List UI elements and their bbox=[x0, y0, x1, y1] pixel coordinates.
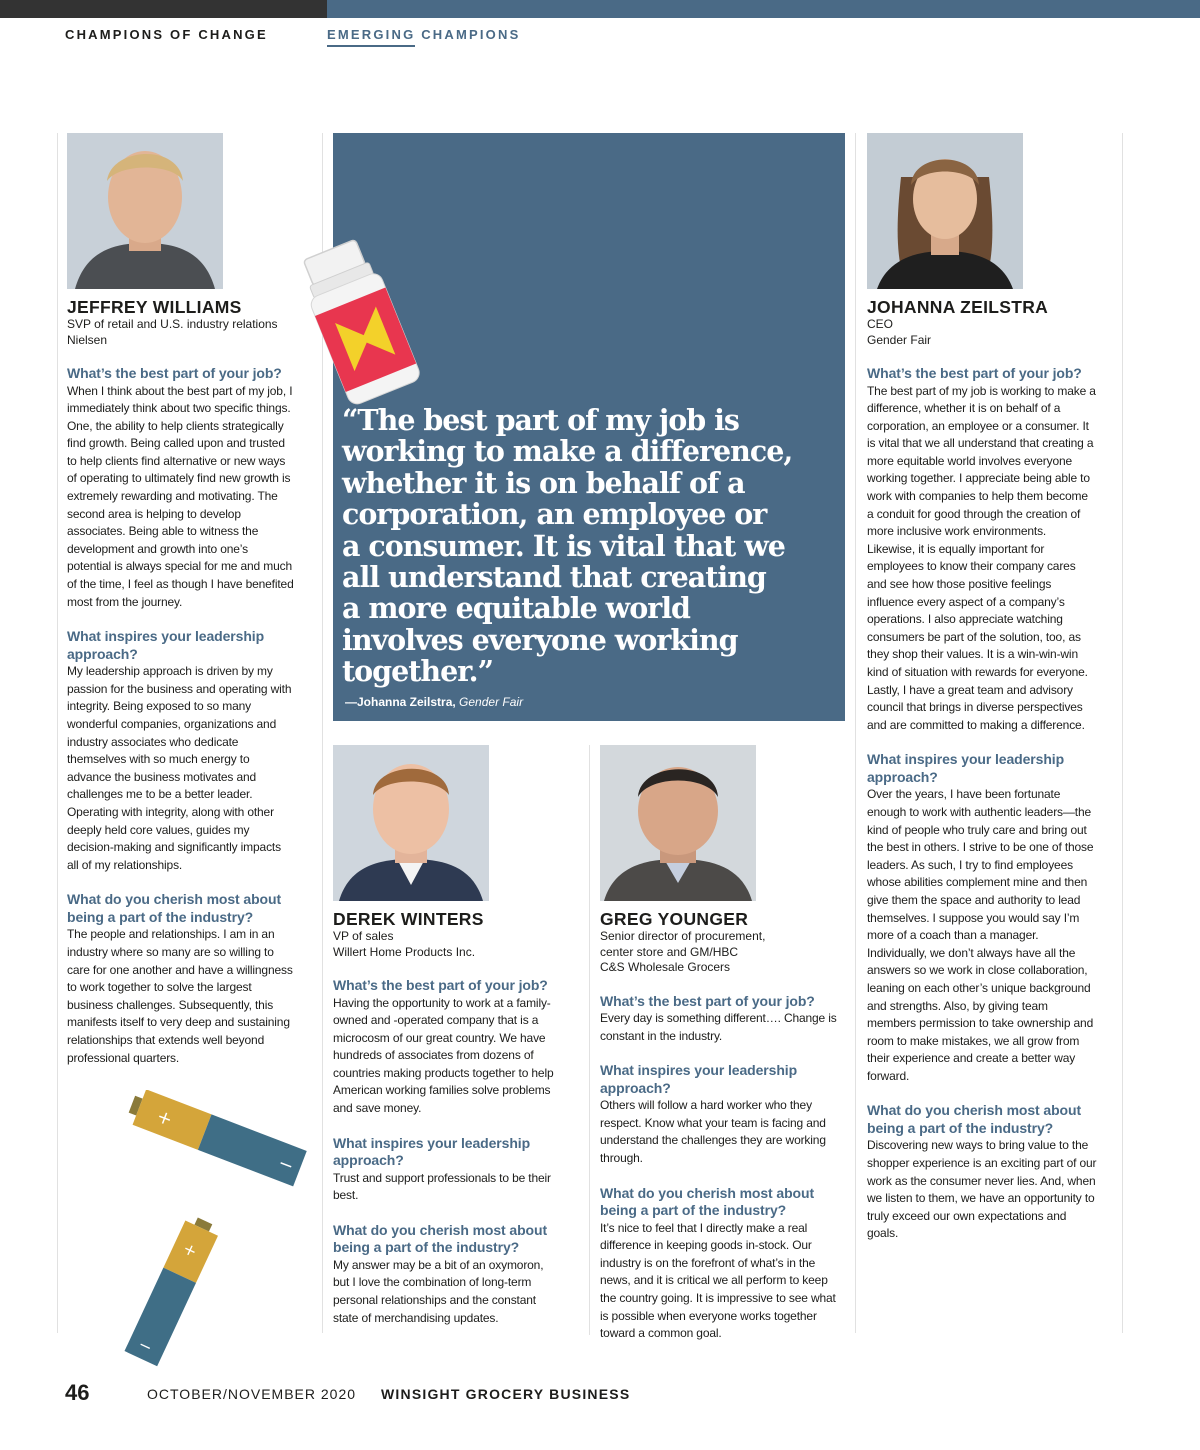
profile-johanna-zeilstra bbox=[867, 133, 1097, 1243]
profile-jeffrey-williams bbox=[67, 133, 295, 1067]
answer-text: When I think about the best part of my job, I immediately think about two specific things. One, the ability to help clients strategically find growth. Being called upon and trusted to help clients find alternative or new ways of operating to ultimately find new growth is extremely rewarding and motivating. The second area is helping to develop associates. Being able to witness the development and growth into one’s potential is always special for me and much of the time, I feel as though I have benefited most from the journey. bbox=[67, 383, 294, 609]
question-heading: What’s the best part of your job? bbox=[867, 365, 1082, 381]
column-rule bbox=[57, 133, 58, 1333]
svg-text:−: − bbox=[275, 1152, 297, 1178]
profile-name: JEFFREY WILLIAMS bbox=[67, 297, 242, 317]
question-heading: What’s the best part of your job? bbox=[333, 977, 548, 993]
profile-greg-younger bbox=[600, 745, 845, 1343]
answer-text: Having the opportunity to work at a family-owned and -operated company that is a microcosm of our great country. We have hundreds of associates from dozens of countries making products together to help American working families solve problems and save money. bbox=[333, 995, 554, 1116]
answer-text: My leadership approach is driven by my passion for the business and operating with integrity. Being exposed to so many wonderful companies, organizations and industry associates who dedicate themselves with so much energy to advance the business motivates and challenges me to be a better leader. Operating with integrity, along with other deeply held core values, guides my decision-making and significantly impacts all of my relationships. bbox=[67, 664, 292, 872]
answer-text: Others will follow a hard worker who they respect. Know what your team is facing and understand the challenges they are working through. bbox=[600, 1098, 826, 1165]
top-bar-dark bbox=[0, 0, 327, 18]
question-heading: What’s the best part of your job? bbox=[600, 992, 815, 1009]
profile-name: DEREK WINTERS bbox=[333, 909, 484, 929]
pull-quote-author: —Johanna Zeilstra, bbox=[345, 695, 456, 709]
question-heading: What inspires your leadership approach? bbox=[333, 1134, 531, 1169]
section-label-champions: CHAMPIONS bbox=[415, 27, 521, 42]
question-heading: What do you cherish most about being a part of the industry? bbox=[867, 1102, 1082, 1136]
page-number: 46 bbox=[65, 1380, 90, 1405]
publication-name: WINSIGHT GROCERY BUSINESS bbox=[381, 1386, 631, 1402]
section-label-emerging-champions bbox=[327, 27, 520, 47]
top-bar-accent bbox=[327, 0, 1200, 18]
answer-text: Trust and support professionals to be their best. bbox=[333, 1170, 551, 1203]
answer-text: It’s nice to feel that I directly make a real difference in keeping goods in-stock. Our industry is on the forefront of what’s in the news, and it is critical we all perform to keep the country going. It is impressive to see what is possible when everyone works together toward a common goal. bbox=[600, 1220, 836, 1341]
battery-illustration bbox=[118, 1212, 228, 1372]
profile-title: SVP of retail and U.S. industry relations Nielsen bbox=[67, 317, 278, 347]
question-heading: What do you cherish most about being a part of the industry? bbox=[333, 1221, 548, 1256]
pull-quote-attribution bbox=[345, 695, 523, 709]
profile-title: Senior director of procurement, center store and GM/HBC C&S Wholesale Grocers bbox=[600, 929, 766, 974]
answer-text: Discovering new ways to bring value to the shopper experience is an exciting part of our work as the consumer never lies. And, when we listen to them, we have an opportunity to truly exceed our own expectations and goals. bbox=[867, 1138, 1097, 1241]
question-heading: What do you cherish most about being a part of the industry? bbox=[67, 891, 282, 925]
svg-text:−: − bbox=[135, 1334, 156, 1358]
answer-text: The best part of my job is working to make a difference, whether it is on behalf of a corporation, an employee or a consumer. It is vital that we all understand that creating a more equitable world involves everyone working together. I appreciate being able to work with companies to help them become a conduit for good through the creation of more inclusive work environments. Likewise, it is equally important for employees to know their company cares and see how those positive feelings influence every aspect of a company’s operations. I also appreciate watching consumers be part of the solution, too, as they shop their values. It is a win-win-win kind of situation with rewards for everyone. Lastly, I have a great team and advisory council that brings in diverse perspectives and are committed to making a difference. bbox=[867, 383, 1096, 732]
profile-name: GREG YOUNGER bbox=[600, 909, 749, 929]
profile-title: CEO Gender Fair bbox=[867, 317, 932, 347]
battery-illustration bbox=[115, 1090, 315, 1210]
portrait-photo bbox=[600, 745, 756, 901]
answer-text: Over the years, I have been fortunate enough to work with authentic leaders—the kind of people who truly care and bring out the best in others. I strive to be one of those leaders. As such, I try to find employees whose abilities complement mine and then give them the space and authority to lead themselves. I suppose you would say I’m more of a coach than a manager. Individually, we don’t always have all the answers so we work in close collaboration, leaning on each other’s unique background and strengths. Also, by giving team members permission to take ownership and room to make mistakes, we all grow from their experience and create a better way forward. bbox=[867, 787, 1094, 1083]
column-rule bbox=[589, 745, 590, 1335]
profile-name: JOHANNA ZEILSTRA bbox=[867, 297, 1049, 317]
svg-text:+: + bbox=[180, 1238, 201, 1262]
section-label-champions-of-change: CHAMPIONS OF CHANGE bbox=[65, 27, 268, 42]
answer-text: The people and relationships. I am in an industry where so many are so willing to care for one another and have a willingness to work together to solve the largest business challenges. Subsequently, this manifests itself to very deep and sustaining relationships that extends well beyond professional quarters. bbox=[67, 927, 293, 1065]
profile-derek-winters bbox=[333, 745, 561, 1327]
question-heading: What inspires your leadership approach? bbox=[600, 1062, 798, 1096]
question-heading: What inspires your leadership approach? bbox=[867, 751, 1065, 785]
question-heading: What do you cherish most about being a part of the industry? bbox=[600, 1184, 815, 1219]
section-label-emerging: EMERGING bbox=[327, 27, 415, 47]
question-heading: What inspires your leadership approach? bbox=[67, 628, 265, 662]
pull-quote-text: “The best part of my job is working to make a difference, whether it is on behalf of a corporation, an employee or a consumer. It is vital that we all understand that creating a more equitable world involves everyone working together.” bbox=[342, 403, 793, 689]
profile-title: VP of sales Willert Home Products Inc. bbox=[333, 929, 476, 959]
portrait-photo bbox=[333, 745, 489, 901]
pill-bottle-illustration bbox=[300, 228, 450, 408]
answer-text: My answer may be a bit of an oxymoron, but I love the combination of long-term personal relationships and the constant state of merchandising updates. bbox=[333, 1257, 544, 1325]
portrait-photo bbox=[67, 133, 223, 289]
svg-text:+: + bbox=[153, 1105, 176, 1131]
portrait-photo bbox=[867, 133, 1023, 289]
issue-date: OCTOBER/NOVEMBER 2020 bbox=[147, 1386, 357, 1402]
pull-quote-source: Gender Fair bbox=[459, 695, 524, 709]
answer-text: Every day is something different…. Change is constant in the industry. bbox=[600, 1011, 837, 1043]
question-heading: What’s the best part of your job? bbox=[67, 365, 282, 381]
column-rule bbox=[1122, 133, 1123, 1333]
column-rule bbox=[855, 133, 856, 1333]
